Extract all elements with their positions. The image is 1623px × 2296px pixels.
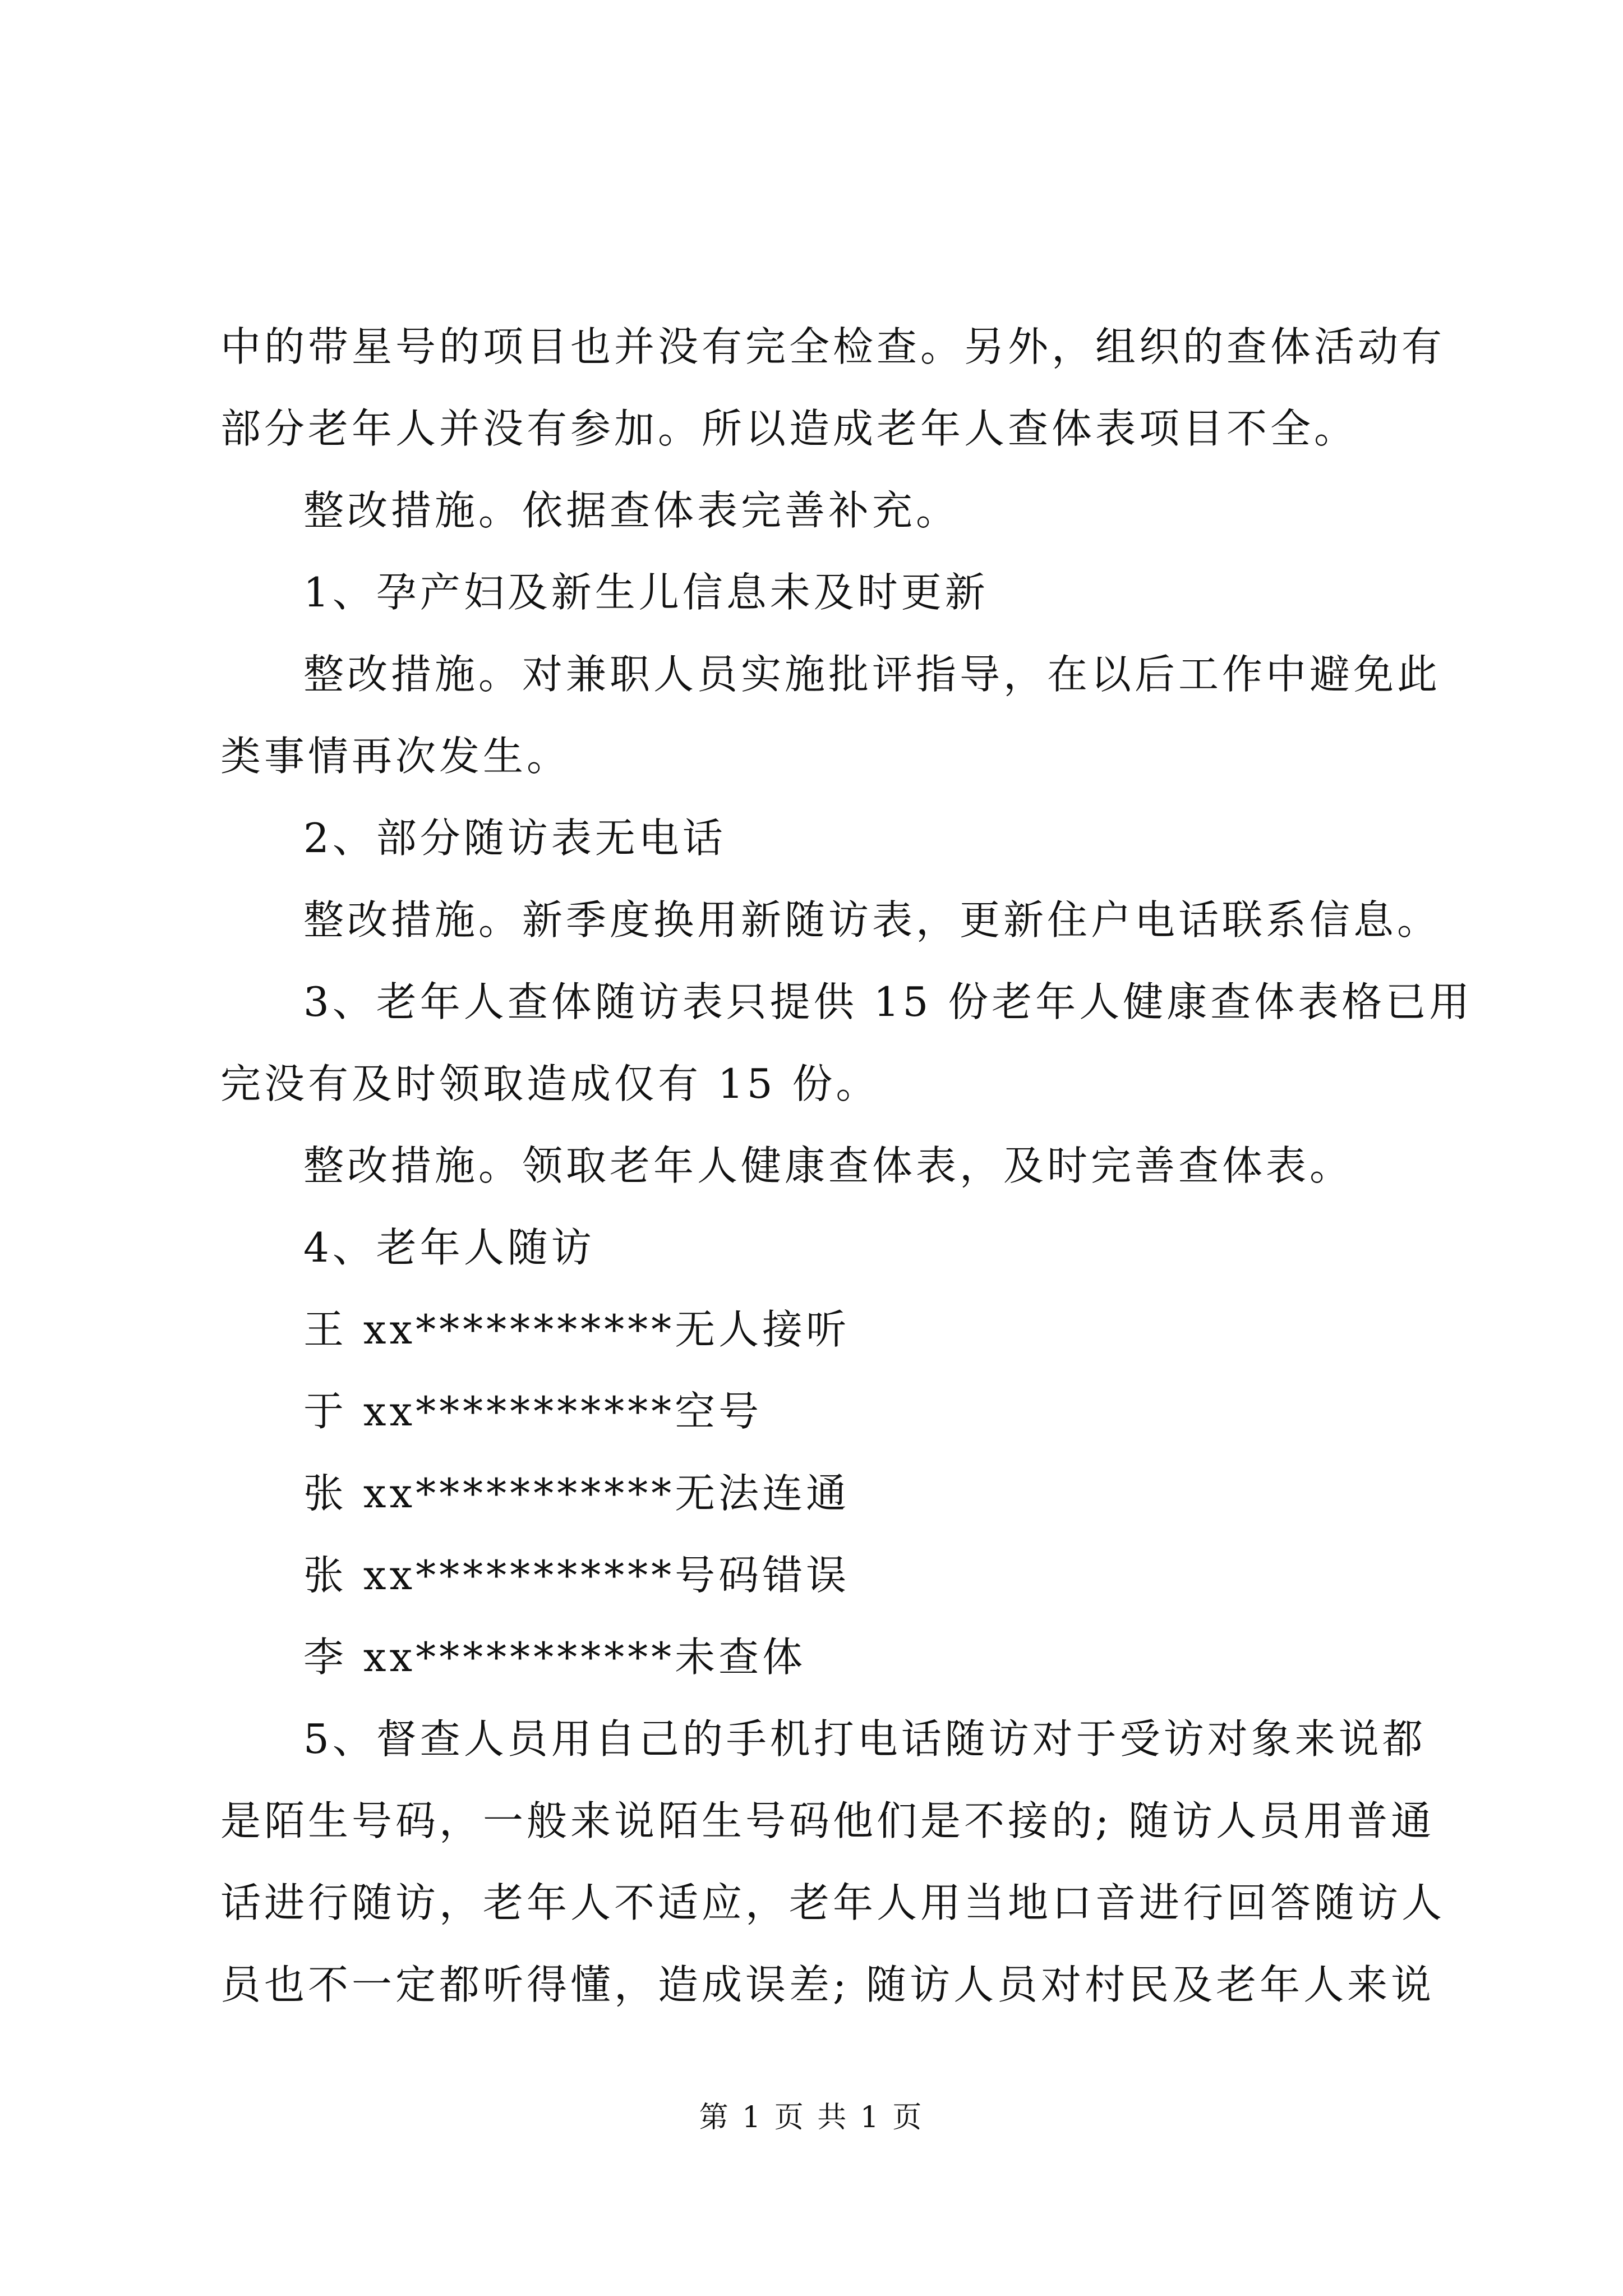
page-footer: 第 1 页 共 1 页 (699, 2101, 924, 2134)
text-line: 整改措施。对兼职人员实施批评指导，在以后工作中避免此 (303, 651, 1441, 698)
document-body (220, 306, 1473, 2026)
text-line: 4、老年人随访 (303, 1224, 595, 1271)
text-line: 整改措施。新季度换用新随访表，更新住户电话联系信息。 (303, 896, 1441, 944)
text-line: 类事情再次发生。 (220, 733, 571, 780)
text-line: 5、督查人员用自己的手机打电话随访对于受访对象来说都 (303, 1715, 1426, 1763)
text-line: 李 xx***********未查体 (303, 1634, 806, 1681)
text-line: 张 xx***********无法连通 (303, 1470, 850, 1517)
text-line: 完没有及时领取造成仅有 15 份。 (220, 1060, 880, 1107)
text-line: 2、部分随访表无电话 (303, 815, 726, 862)
text-line: 整改措施。依据查体表完善补充。 (303, 487, 960, 534)
text-line: 于 xx***********空号 (303, 1388, 763, 1435)
text-line: 是陌生号码，一般来说陌生号码他们是不接的; 随访人员用普通 (220, 1797, 1435, 1844)
text-line: 部分老年人并没有参加。所以造成老年人查体表项目不全。 (220, 405, 1358, 452)
text-line: 员也不一定都听得懂，造成误差; 随访人员对村民及老年人来说 (220, 1961, 1435, 2008)
text-line: 王 xx***********无人接听 (303, 1306, 850, 1353)
text-line: 3、老年人查体随访表只提供 15 份老年人健康查体表格已用 (303, 978, 1473, 1025)
text-line: 整改措施。领取老年人健康查体表，及时完善查体表。 (303, 1142, 1354, 1189)
text-line: 中的带星号的项目也并没有完全检查。另外，组织的查体活动有 (220, 323, 1446, 370)
text-line: 张 xx***********号码错误 (303, 1552, 850, 1599)
text-line: 1、孕产妇及新生儿信息未及时更新 (303, 569, 989, 616)
text-line: 话进行随访，老年人不适应，老年人用当地口音进行回答随访人 (220, 1879, 1446, 1926)
